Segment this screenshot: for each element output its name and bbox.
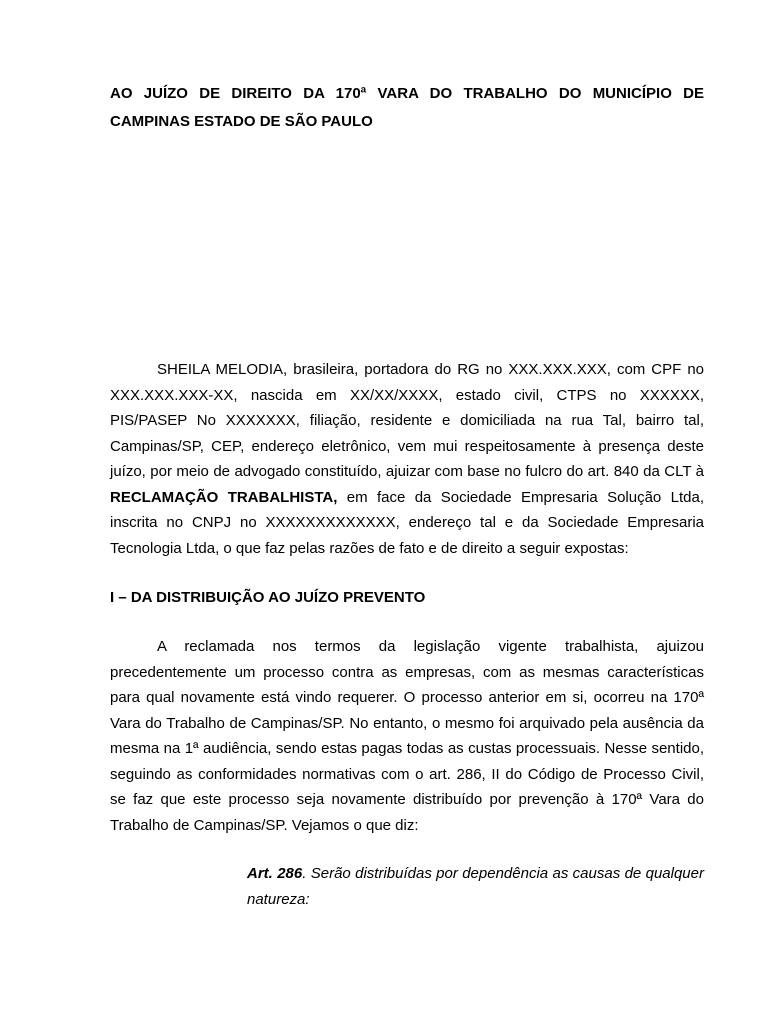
legal-quote — [247, 861, 704, 912]
addressee-heading: AO JUÍZO DE DIREITO DA 170ª VARA DO TRABALHO DO MUNICÍPIO DE CAMPINAS ESTADO DE SÃO PAULO — [110, 85, 704, 130]
intro-text-before-action: SHEILA MELODIA, brasileira, portadora do RG no XXX.XXX.XXX, com CPF no XXX.XXX.XXX-XX, nascida em XX/XX/XXXX, estado civil, CTPS no XXXXXX, PIS/PASEP No XXXXXXX, filiação, residente e domiciliada na rua Tal, bairro tal, Campinas/SP, CEP, endereço eletrônico, vem mui respeitosamente à presença deste juízo, por meio de advogado constituído, ajuizar com base no fulcro do art. 840 da CLT à — [110, 361, 704, 480]
section-heading-distribution: I – DA DISTRIBUIÇÃO AO JUÍZO PREVENTO — [110, 589, 426, 606]
action-title: RECLAMAÇÃO TRABALHISTA, — [110, 488, 338, 506]
intro-paragraph — [110, 357, 704, 561]
section-paragraph-distribution: A reclamada nos termos da legislação vigente trabalhista, ajuizou precedentemente um processo contra as empresas, com as mesmas características para qual novamente está vindo requerer. O processo anterior em si, ocorreu na 170ª Vara do Trabalho de Campinas/SP. No entanto, o mesmo foi arquivado pela ausência da mesma na 1ª audiência, sendo estas pagas todas as custas processuais. Nesse sentido, seguindo as conformidades normativas com o art. 286, II do Código de Processo Civil, se faz que este processo seja novamente distribuído por prevenção à 170ª Vara do Trabalho de Campinas/SP. Vejamos o que diz: — [110, 638, 704, 834]
quote-article-reference: Art. 286 — [247, 865, 303, 882]
quote-text: . Serão distribuídas por dependência as causas de qualquer natureza: — [247, 865, 704, 908]
intro-text-after-action: em face da Sociedade Empresaria Solução Ltda, inscrita no CNPJ no XXXXXXXXXXXXX, endereço tal e da Sociedade Empresaria Tecnologia Ltda, o que faz pelas razões de fato e de direito a seguir expostas: — [110, 488, 705, 557]
